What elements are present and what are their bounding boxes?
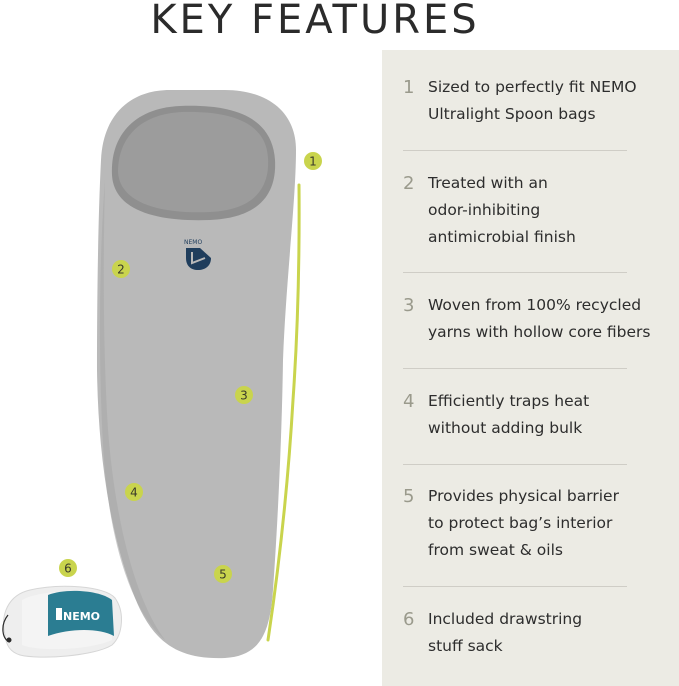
feature-text: Treated with an odor-inhibiting antimicrobial finish — [428, 174, 576, 246]
feature-text: Provides physical barrier to protect bag’s interior from sweat & oils — [428, 487, 619, 559]
feature-number: 4 — [403, 391, 415, 412]
svg-text:6: 6 — [64, 561, 72, 576]
svg-text:NEMO: NEMO — [184, 239, 203, 246]
feature-number: 1 — [403, 77, 415, 98]
page-title: KEY FEATURES — [150, 0, 480, 43]
feature-number: 3 — [403, 295, 415, 316]
marker-2 — [112, 260, 130, 278]
feature-divider — [403, 272, 627, 273]
feature-divider — [403, 586, 627, 587]
marker-6 — [59, 559, 77, 577]
feature-divider — [403, 464, 627, 465]
liner-hood-inner — [118, 112, 268, 212]
feature-text: Woven from 100% recycled yarns with hollow core fibers — [428, 296, 651, 341]
feature-divider — [403, 150, 627, 151]
feature-divider — [403, 368, 627, 369]
svg-text:1: 1 — [309, 154, 317, 169]
feature-text: Sized to perfectly fit NEMO Ultralight Spoon bags — [428, 78, 637, 123]
stuff-sack — [3, 586, 122, 657]
sack-logo-text: NEMO — [63, 610, 101, 623]
feature-number: 5 — [403, 486, 415, 507]
marker-4 — [125, 483, 143, 501]
marker-1 — [304, 152, 322, 170]
marker-3 — [235, 386, 253, 404]
feature-number: 2 — [403, 173, 415, 194]
svg-text:4: 4 — [130, 485, 138, 500]
svg-text:5: 5 — [219, 567, 227, 582]
feature-text: Included drawstring stuff sack — [428, 610, 583, 655]
feature-text: Efficiently traps heat without adding bulk — [428, 392, 590, 437]
svg-text:2: 2 — [117, 262, 125, 277]
marker-5 — [214, 565, 232, 583]
feature-number: 6 — [403, 609, 415, 630]
svg-text:3: 3 — [240, 388, 248, 403]
